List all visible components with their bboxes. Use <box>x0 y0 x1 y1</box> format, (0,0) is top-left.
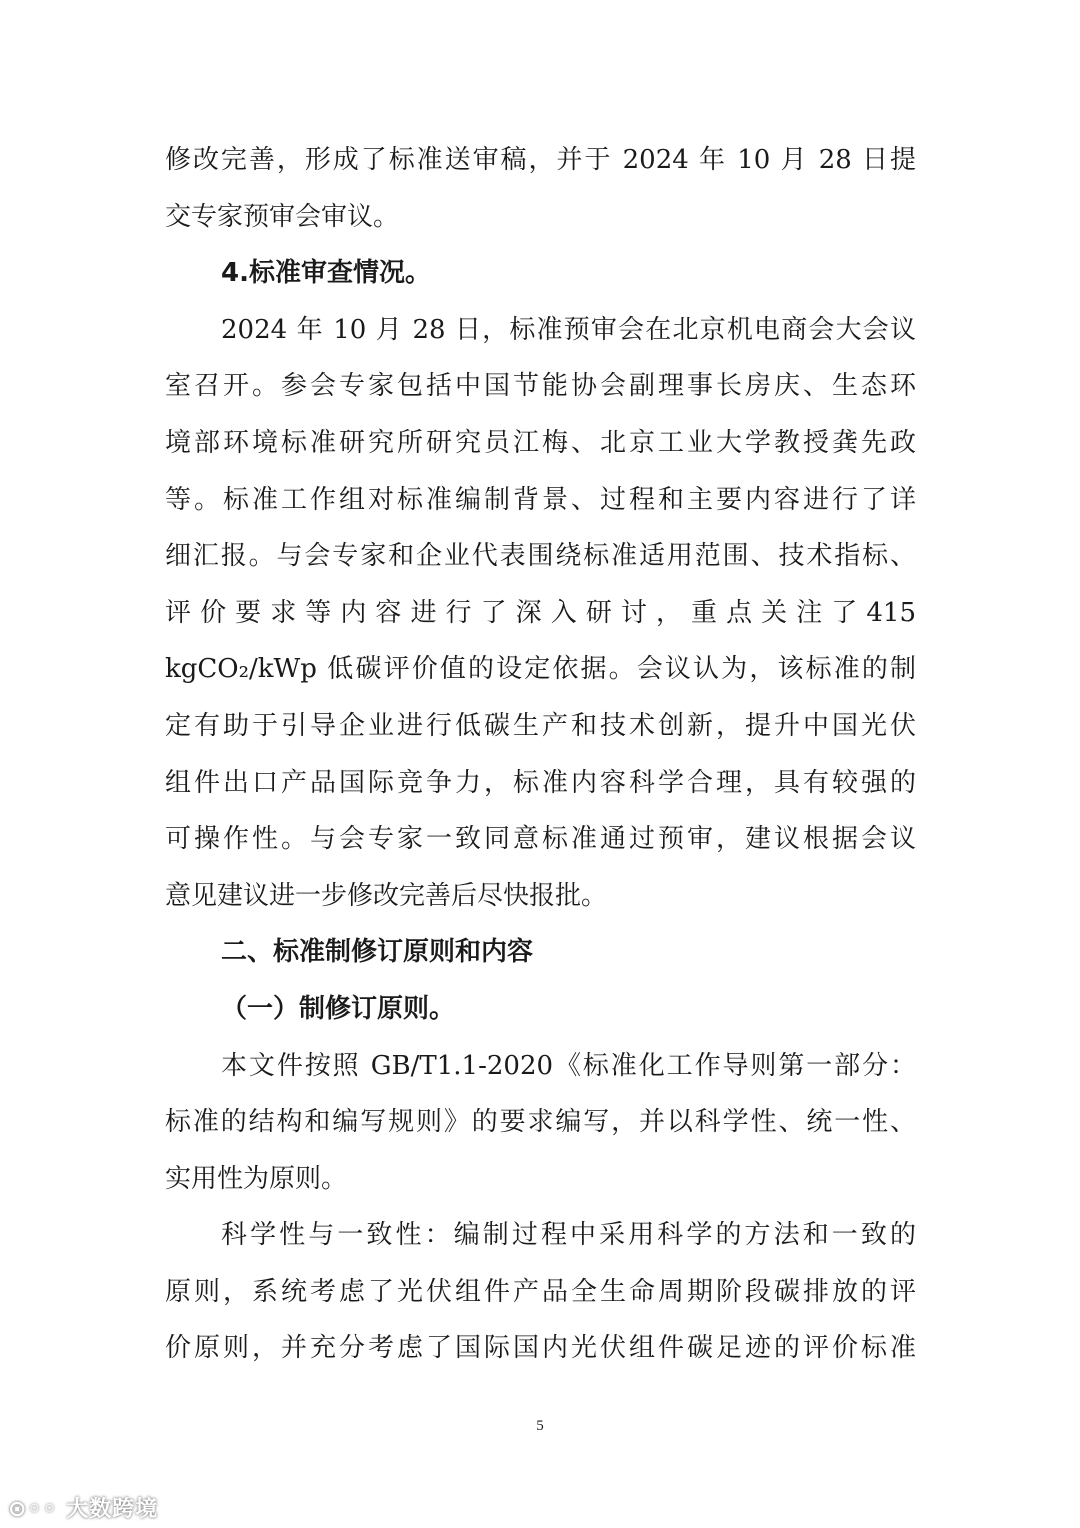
text-line: 4.标准审查情况。 <box>221 258 431 289</box>
text-line: 实用性为原则。 <box>165 1163 348 1194</box>
text-line: 本文件按照 GB/T1.1-2020《标准化工作导则第一部分： <box>221 1050 916 1081</box>
text-line: 可操作性。与会专家一致同意标准通过预审，建议根据会议 <box>165 824 916 855</box>
document-body <box>165 138 916 1383</box>
text-line: 细汇报。与会专家和企业代表围绕标准适用范围、技术指标、 <box>165 541 916 572</box>
watermark-text: 大数跨境 <box>66 1497 159 1522</box>
text-line: 定有助于引导企业进行低碳生产和技术创新，提升中国光伏 <box>165 710 916 741</box>
text-line: 组件出口产品国际竞争力，标准内容科学合理，具有较强的 <box>165 767 916 798</box>
text-line: 价原则，并充分考虑了国际国内光伏组件碳足迹的评价标准 <box>165 1333 916 1364</box>
text-line: 意见建议进一步修改完善后尽快报批。 <box>165 880 608 911</box>
text-line: 交专家预审会审议。 <box>165 201 400 232</box>
text-line: 等。标准工作组对标准编制背景、过程和主要内容进行了详 <box>165 484 916 515</box>
text-line: kgCO₂/kWp 低碳评价值的设定依据。会议认为，该标准的制 <box>165 654 916 685</box>
text-line: （一）制修订原则。 <box>221 993 456 1024</box>
text-line: 评 价 要 求 等 内 容 进 行 了 深 入 研 讨 ， 重 点 关 注 了 415 <box>165 597 916 628</box>
text-line: 境部环境标准研究所研究员江梅、北京工业大学教授龚先政 <box>165 427 916 458</box>
text-line: 2024 年 10 月 28 日，标准预审会在北京机电商会大会议 <box>221 314 916 345</box>
text-line: 标准的结构和编写规则》的要求编写，并以科学性、统一性、 <box>165 1107 916 1138</box>
text-line: 室召开。参会专家包括中国节能协会副理事长房庆、生态环 <box>165 371 916 402</box>
text-line: 二、标准制修订原则和内容 <box>221 937 534 968</box>
watermark-logo: ⊙◦◦ 大数跨境 <box>8 1497 159 1522</box>
text-line: 原则，系统考虑了光伏组件产品全生命周期阶段碳排放的评 <box>165 1276 916 1307</box>
page-number: 5 <box>536 1418 544 1434</box>
text-line: 科学性与一致性：编制过程中采用科学的方法和一致的 <box>221 1220 916 1251</box>
text-line: 修改完善，形成了标准送审稿，并于 2024 年 10 月 28 日提 <box>165 145 916 175</box>
